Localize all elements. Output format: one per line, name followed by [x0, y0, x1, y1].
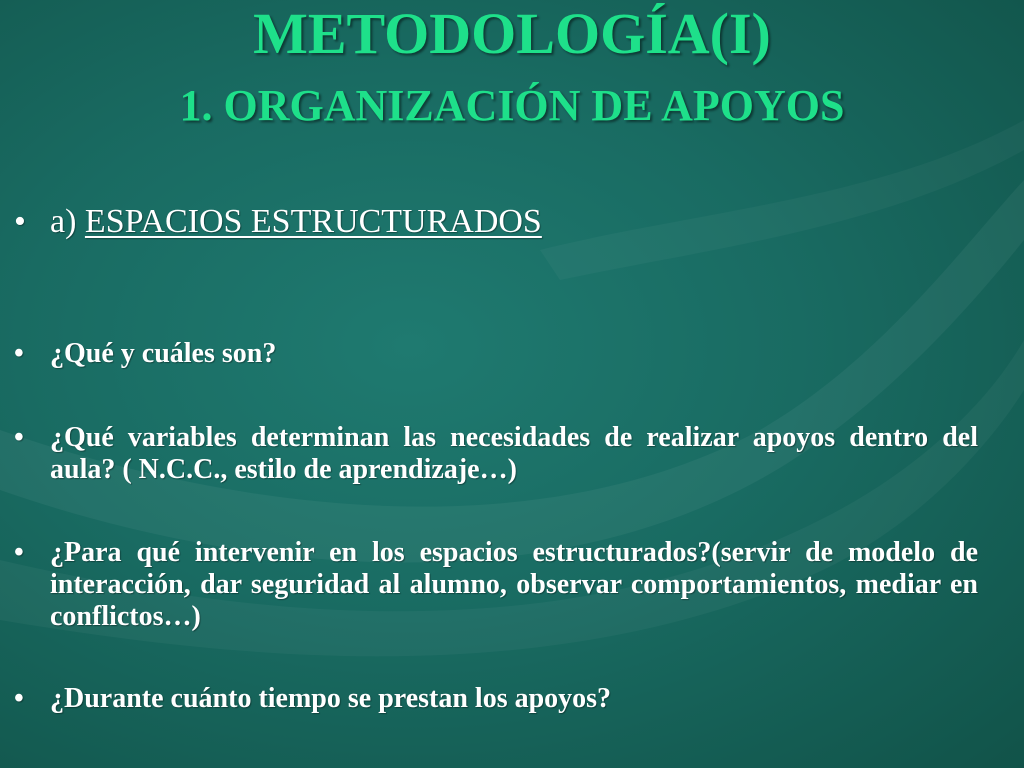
bullet-item: • ¿Durante cuánto tiempo se prestan los apoyos? — [50, 683, 978, 715]
slide-title: METODOLOGÍA(I) — [253, 1, 771, 66]
heading-bullet — [50, 198, 978, 246]
slide-subtitle: 1. ORGANIZACIÓN DE APOYOS — [179, 81, 845, 130]
bullet-item: • ¿Para qué intervenir en los espacios estructurados?(servir de modelo de interacción, dar seguridad al alumno, observar comportamientos, mediar en conflictos…) — [50, 537, 978, 633]
bullet-item: • ¿Qué y cuáles son? — [50, 338, 978, 370]
heading-bullet-underlined: ESPACIOS ESTRUCTURADOS — [84, 203, 542, 240]
bullet-item: • ¿Qué variables determinan las necesidades de realizar apoyos dentro del aula? ( N.C.C., estilo de aprendizaje…) — [50, 422, 978, 486]
heading-bullet-prefix: a) — [50, 203, 85, 240]
